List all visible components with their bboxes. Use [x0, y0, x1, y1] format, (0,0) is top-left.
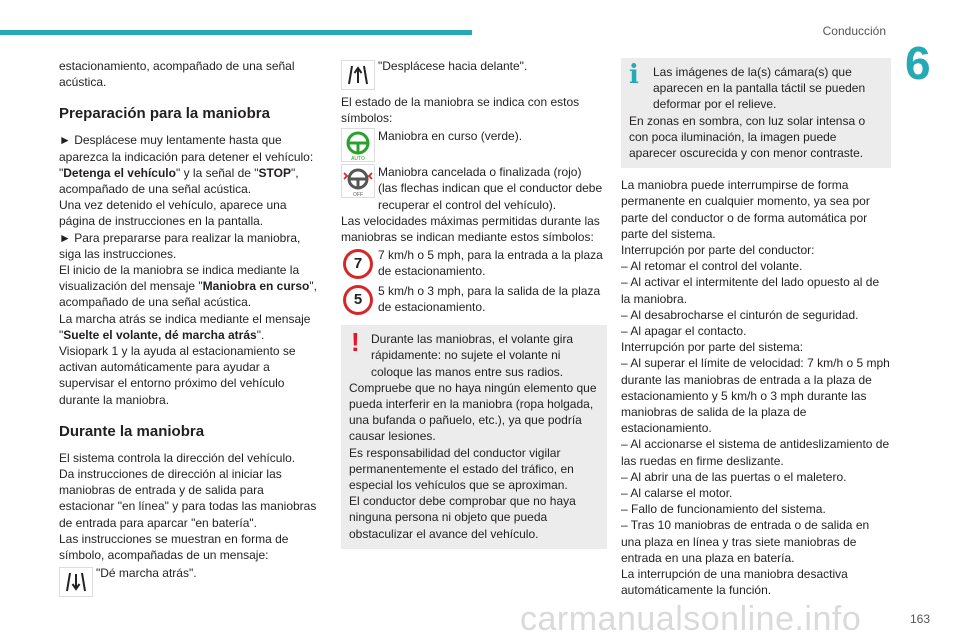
prep-step-1: ► Desplácese muy lentamente hasta que aparezca la indicación para detener el vehículo: "Detenga el vehículo" y la señal de "STOP", acompañado de una señal acústica. [59, 133, 314, 197]
forward-label: "Desplácese hacia delante". [378, 59, 528, 73]
steering-wheel-off-icon [341, 164, 375, 198]
info-text-1: Las imágenes de la(s) cámara(s) que aparecen en la pantalla táctil se pueden deformar por el relieve. [653, 65, 866, 112]
warning-exclamation-icon: ! [351, 327, 360, 358]
body-line: – Fallo de funcionamiento del sistema. [621, 502, 826, 517]
info-text-2: En zonas en sombra, con luz solar intensa o con poca iluminación, la imagen puede aparecer oscurecida y con menor contraste. [629, 113, 866, 161]
cancelled-note: (las flechas indican que el conductor debe recuperar el control del vehículo). [378, 181, 603, 212]
speed-5-label: 5 km/h o 3 mph, para la salida de la plaza de estacionamiento. [378, 284, 601, 315]
cancelled-label: Maniobra cancelada o finalizada (rojo) [378, 165, 582, 180]
speed-limit-5-icon: 5 [341, 283, 375, 317]
body-line: – Al abrir una de las puertas o el maletero. [621, 469, 847, 484]
body-line: La maniobra puede interrumpirse de forma permanente en cualquier momento, ya sea por parte del conductor o de forma automática por parte del sistema. [621, 178, 870, 241]
reverse-arrow-icon [59, 565, 93, 599]
info-i-icon: i [629, 60, 639, 90]
auto-icon-text: AUTO [351, 156, 365, 163]
heading-preparation: Preparación para la maniobra [59, 105, 270, 123]
header-accent-bar [0, 30, 472, 35]
prep-text-4: El inicio de la maniobra se indica mediante la visualización del mensaje "Maniobra en curso", acompañado de una señal acústica. [59, 263, 317, 310]
prep-text-5: La marcha atrás se indica mediante el mensaje "Suelte el volante, dé marcha atrás". [59, 311, 311, 342]
speed-limit-7-icon: 7 [341, 247, 375, 281]
during-text-1: El sistema controla la dirección del vehículo. [59, 450, 296, 465]
warning-text-1: Durante las maniobras, el volante gira rápidamente: no sujete el volante ni coloque las manos entre sus radios. [371, 332, 574, 379]
body-line: La interrupción de una maniobra desactiva automáticamente la función. [621, 567, 848, 598]
interruption-section [621, 177, 891, 598]
body-line: – Al calarse el motor. [621, 486, 733, 501]
speed-7-row [341, 247, 607, 281]
warning-text-4: El conductor debe comprobar que no haya ninguna persona ni objeto que pueda obstaculizar el avance del vehículo. [349, 494, 576, 541]
reverse-label: "Dé marcha atrás". [96, 566, 197, 581]
body-line: Interrupción por parte del conductor: [621, 243, 815, 258]
section-title: Conducción [822, 24, 886, 38]
watermark: carmanualsonline.info [520, 600, 862, 638]
body-line: – Al desabrocharse el cinturón de seguridad. [621, 307, 859, 322]
page-number: 163 [909, 612, 930, 626]
chapter-number: 6 [905, 37, 931, 89]
body-line: – Tras 10 maniobras de entrada o de salida en una plaza en línea y tras siete maniobras de entrada en una plaza en batería. [621, 518, 870, 565]
column-3 [621, 58, 891, 599]
reverse-instruction [59, 565, 321, 599]
speeds-intro: Las velocidades máximas permitidas durante las maniobras se indican mediante estos símbolos: [341, 213, 600, 245]
state-in-progress [341, 128, 607, 162]
warning-text-3: Es responsabilidad del conductor vigilar permanentemente el estado del tráfico, en especial los vehículos que se aproximan. [349, 445, 574, 493]
info-box [621, 58, 891, 168]
during-text-3: Las instrucciones se muestran en forma de símbolo, acompañadas de un mensaje: [59, 531, 289, 563]
body-line: – Al retomar el control del volante. [621, 259, 803, 274]
forward-arrow-icon [341, 58, 375, 92]
in-progress-label: Maniobra en curso (verde). [378, 129, 523, 144]
body-line: – Al superar el límite de velocidad: 7 km/h o 5 mph durante las maniobras de entrada a la plaza de estacionamiento y 5 km/h o 3 mph durante las maniobras de salida de la plaza de estacionamiento. [621, 356, 890, 436]
body-line: – Al activar el intermitente del lado opuesto al de la maniobra. [621, 275, 880, 306]
warning-text-2: Compruebe que no haya ningún elemento que pueda interferir en la maniobra (ropa holgada, una bufanda o pañuelo, etc.), ya que podría causar lesiones. [349, 380, 597, 444]
state-intro: El estado de la maniobra se indica con estos símbolos: [341, 95, 580, 126]
column-1 [59, 58, 321, 601]
off-icon-text: OFF [353, 192, 363, 199]
forward-instruction [341, 58, 607, 92]
prep-step-3: ► Para prepararse para realizar la maniobra, siga las instrucciones. [59, 230, 301, 261]
body-line: Interrupción por parte del sistema: [621, 340, 804, 355]
body-line: – Al apagar el contacto. [621, 324, 747, 339]
warning-box [341, 325, 607, 549]
speed-5-row [341, 283, 607, 317]
body-line: – Al accionarse el sistema de antideslizamiento de las ruedas en firme deslizante. [621, 437, 890, 468]
prep-text-2: Una vez detenido el vehículo, aparece una página de instrucciones en la pantalla. [59, 198, 287, 229]
during-text-2: Da instrucciones de dirección al iniciar las maniobras de entrada y de salida para estacionar "en línea" y para todas las maniobras de entrada para aparcar "en batería". [59, 467, 317, 530]
heading-during: Durante la maniobra [59, 422, 205, 440]
steering-wheel-auto-icon [341, 128, 375, 162]
intro-text: estacionamiento, acompañado de una señal acústica. [59, 59, 295, 90]
column-2 [341, 58, 607, 549]
speed-7-label: 7 km/h o 5 mph, para la entrada a la plaza de estacionamiento. [378, 248, 603, 279]
prep-text-6: Visiopark 1 y la ayuda al estacionamiento se activan automáticamente para ayudar a supervisar el entorno próximo del vehículo durante la maniobra. [59, 344, 296, 407]
